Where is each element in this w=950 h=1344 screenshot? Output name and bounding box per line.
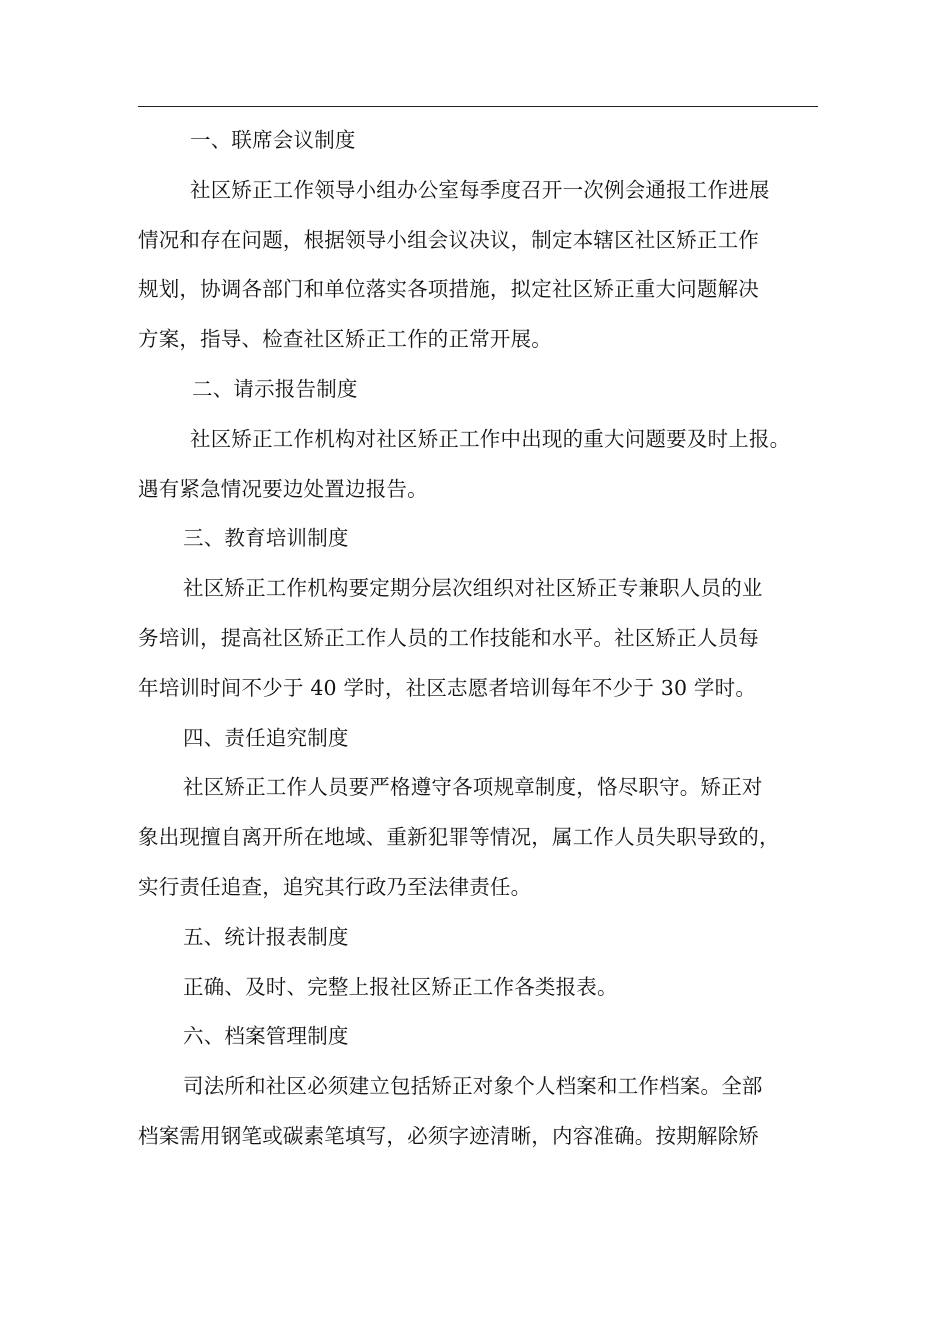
paragraph-line: 正确、及时、完整上报社区矫正工作各类报表。 [183,974,618,999]
paragraph-line: 社区矫正工作机构要定期分层次组织对社区矫正专兼职人员的业 [183,576,763,601]
paragraph-line: 司法所和社区必须建立包括矫正对象个人档案和工作档案。全部 [183,1074,763,1099]
paragraph-line: 年培训时间不少于 40 学时，社区志愿者培训每年不少于 30 学时。 [138,675,757,700]
paragraph-line: 象出现擅自离开所在地域、重新犯罪等情况，属工作人员失职导致的， [138,825,780,850]
paragraph-line: 档案需用钢笔或碳素笔填写，必须字迹清晰，内容准确。按期解除矫 [138,1123,759,1148]
section-heading: 一、联席会议制度 [190,128,356,152]
section-heading: 二、请示报告制度 [192,376,358,401]
paragraph-line: 务培训，提高社区矫正工作人员的工作技能和水平。社区矫正人员每 [138,625,759,650]
paragraph-line: 遇有紧急情况要边处置边报告。 [138,476,428,501]
document-body [138,116,828,1162]
paragraph-line: 规划，协调各部门和单位落实各项措施，拟定社区矫正重大问题解决 [138,277,759,302]
paragraph-line: 社区矫正工作机构对社区矫正工作中出现的重大问题要及时上报。 [190,426,791,451]
section-heading: 五、统计报表制度 [183,924,349,949]
paragraph-line: 实行责任追查，追究其行政乃至法律责任。 [138,874,532,899]
paragraph-line: 社区矫正工作人员要严格遵守各项规章制度，恪尽职守。矫正对 [183,775,763,800]
paragraph-line: 社区矫正工作领导小组办公室每季度召开一次例会通报工作进展 [190,177,770,202]
paragraph-line: 情况和存在问题，根据领导小组会议决议，制定本辖区社区矫正工作 [138,227,759,252]
section-heading: 三、教育培训制度 [183,526,349,551]
section-heading: 六、档案管理制度 [183,1024,349,1049]
paragraph-line: 方案，指导、检查社区矫正工作的正常开展。 [138,327,552,352]
section-heading: 四、责任追究制度 [183,725,349,750]
header-rule [138,106,818,107]
